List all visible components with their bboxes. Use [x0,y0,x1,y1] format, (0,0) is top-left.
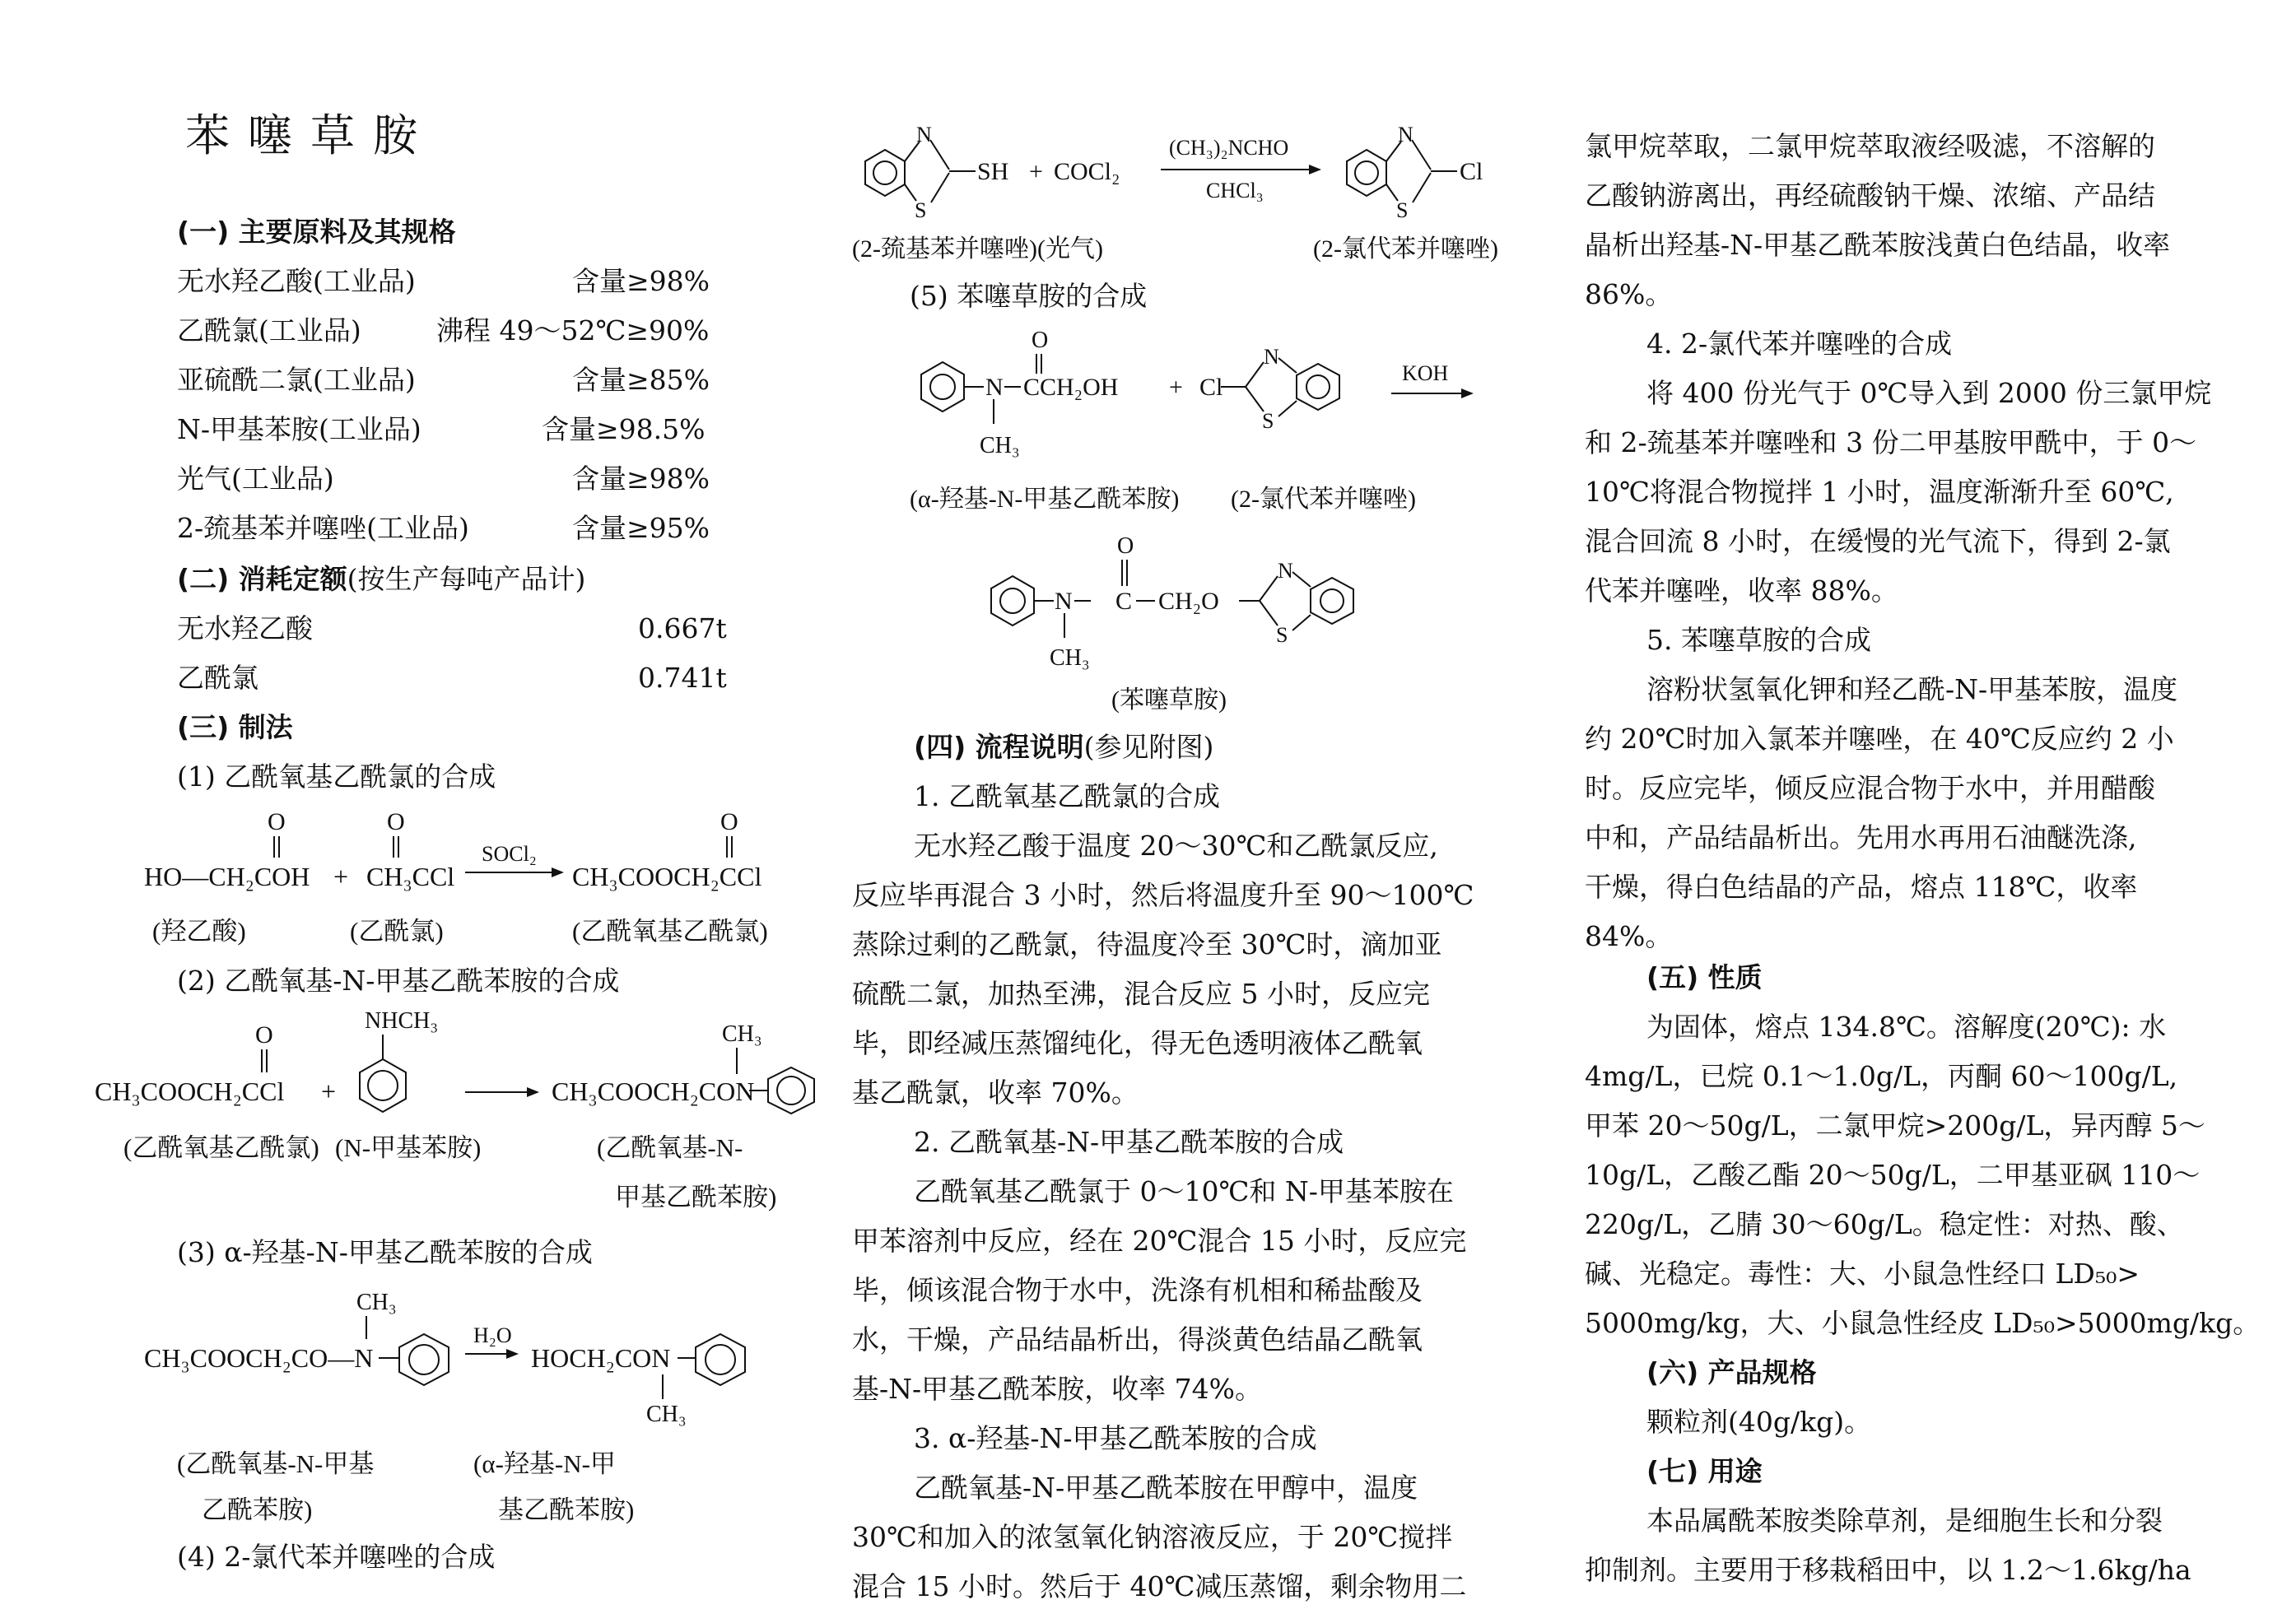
material-name: N-甲基苯胺(工业品) [177,413,421,445]
nitrogen-label: N [1398,123,1413,146]
step-3-heading: (3) α-羟基-N-甲基乙酰苯胺的合成 [177,1236,593,1268]
reagent-h2o: H₂O [473,1323,512,1347]
reagent-socl2: SOCl₂ [482,842,537,866]
chlorine-label: Cl [1460,158,1483,185]
material-spec: 含量≥98.5% [542,413,706,445]
paragraph-line: 无水羟乙酸于温度 20～30℃和乙酰氯反应, [914,830,1438,862]
glycolic-acid-formula: HO—CH₂COH [144,862,310,891]
carbonyl-o-label: O [1117,533,1134,559]
caption: (乙酰氧基乙酰氯) [572,917,768,946]
paragraph-line: 水，干燥，产品结晶析出，得淡黄色结晶乙酰氧 [852,1323,1423,1356]
caption: (苯噻草胺) [1111,686,1227,714]
carbonyl-o-label: O [268,808,286,835]
consumption-value: 0.667t [638,612,727,644]
section-4-heading-row [914,731,1213,764]
caption: (N-甲基苯胺) [335,1133,482,1162]
paragraph-line: 4mg/L，已烷 0.1～1.0g/L，丙酮 60～100g/L, [1585,1060,2178,1092]
paragraph-line: 蒸除过剩的乙酰氯，待温度冷至 30℃时，滴加亚 [852,928,1442,960]
middle-column [852,0,1539,1623]
section-2-heading: (二) 消耗定额 [177,563,347,595]
carbonyl-o-label: O [387,808,405,835]
reagent-dmf: (CH₃)₂NCHO [1169,136,1289,160]
paragraph-line: 代苯并噻唑，收率 88%。 [1585,574,1898,607]
paragraph-line: 5000mg/kg，大、小鼠急性经皮 LD₅₀>5000mg/kg。 [1585,1307,2261,1339]
paragraph-line: 甲苯溶剂中反应，经在 20℃混合 15 小时，反应完 [852,1225,1467,1257]
caption: (乙酰氧基-N- [597,1133,743,1162]
oxymethylene-label: CH₂O [1158,588,1219,615]
methyl-label: CH₃ [980,433,1020,458]
section-2-note: (按生产每吨产品计) [347,563,586,595]
section-4-note: (参见附图) [1083,731,1214,763]
caption: (α-羟基-N-甲 [473,1449,616,1478]
paragraph-line: 碱、光稳定。毒性：大、小鼠急性经口 LD₅₀> [1585,1258,2140,1290]
material-name: 光气(工业品) [177,463,334,495]
sulfur-label: S [1276,623,1288,647]
paragraph-line: 氯甲烷萃取，二氯甲烷萃取液经吸滤，不溶解的 [1585,130,2155,162]
nitrogen-label: N [985,374,1004,401]
plus-sign: + [1169,374,1183,401]
carbonyl-o-label: O [720,808,738,835]
paragraph-line: 4. 2-氯代苯并噻唑的合成 [1646,328,1953,360]
caption: (乙酰氯) [350,917,444,946]
caption: (2-氯代苯并噻唑) [1313,235,1498,263]
material-spec: 含量≥85% [572,364,710,396]
caption: 基乙酰苯胺) [498,1495,635,1524]
material-spec: 含量≥95% [572,512,710,544]
methyl-label: CH₃ [356,1290,397,1315]
material-name: 乙酰氯(工业品) [177,314,361,346]
phosgene-formula: COCl₂ [1054,158,1120,185]
material-spec: 沸程 49～52℃≥90% [436,314,710,346]
section-5-heading: (五) 性质 [1646,961,1763,993]
caption: (乙酰氧基乙酰氯) [123,1133,319,1162]
reaction-5-diagram [852,321,1539,716]
hydroxyacetyl-formula: CCH₂OH [1023,374,1119,401]
nitrogen-label: N [1278,559,1293,583]
paragraph-line: 基-N-甲基乙酰苯胺，收率 74%。 [852,1373,1263,1405]
caption: (α-羟基-N-甲基乙酰苯胺) [910,486,1180,513]
paragraph-line: 本品属酰苯胺类除草剂，是细胞生长和分裂 [1646,1504,2163,1537]
paragraph-line: 84%。 [1585,920,1673,952]
section-2-heading-row [177,563,585,596]
paragraph-line: 3. α-羟基-N-甲基乙酰苯胺的合成 [914,1422,1317,1454]
paragraph-line: 220g/L，乙腈 30～60g/L。稳定性：对热、酸、 [1585,1208,2184,1240]
paragraph-line: 颗粒剂(40g/kg)。 [1646,1406,1872,1438]
methyl-label: CH₃ [722,1021,762,1047]
paragraph-line: 毕，倾该混合物于水中，洗涤有机相和稀盐酸及 [852,1274,1423,1306]
paragraph-line: 86%。 [1585,278,1673,310]
paragraph-line: 溶粉状氢氧化钾和羟乙酰-N-甲基苯胺，温度 [1646,673,2178,705]
left-column [95,0,827,1623]
page-title: 苯噻草胺 [185,109,435,161]
acyl-chloride-formula: CH₃COOCH₂CCl [95,1077,285,1106]
nhch3-label: NHCH₃ [365,1008,439,1034]
section-3-heading: (三) 制法 [177,711,293,743]
caption: 乙酰苯胺) [202,1495,313,1524]
paragraph-line: 5. 苯噻草胺的合成 [1646,624,1871,656]
caption: (2-巯基苯并噻唑)(光气) [852,235,1103,263]
paragraph-line: 中和，产品结晶析出。先用水再用石油醚洗涤, [1585,821,2137,853]
material-name: 亚硫酰二氯(工业品) [177,364,416,396]
paragraph-line: 基乙酰氯，收率 70%。 [852,1077,1139,1109]
sulfur-label: S [915,198,927,222]
reactant-formula: CH₃COOCH₂CO—N [144,1343,374,1373]
right-column [1585,0,2260,1623]
section-4-heading: (四) 流程说明 [914,731,1084,763]
paragraph-line: 和 2-巯基苯并噻唑和 3 份二甲基胺甲酰中，于 0～ [1585,426,2197,458]
sulfur-label: S [1396,198,1409,222]
step-4-heading: (4) 2-氯代苯并噻唑的合成 [177,1541,496,1573]
carbonyl-o-label: O [255,1021,273,1049]
paragraph-line: 混合回流 8 小时，在缓慢的光气流下，得到 2-氯 [1585,525,2171,557]
product-formula: CH₃COOCH₂CON [552,1077,755,1106]
reagent-chcl3: CHCl₃ [1206,179,1264,202]
nitrogen-label: N [916,123,932,146]
plus-sign: + [333,862,349,891]
paragraph-line: 2. 乙酰氧基-N-甲基乙酰苯胺的合成 [914,1126,1344,1158]
plus-sign: + [1029,158,1043,185]
consumption-name: 无水羟乙酸 [177,612,313,644]
paragraph-line: 为固体，熔点 134.8℃。溶解度(20℃): 水 [1646,1011,2167,1043]
paragraph-line: 乙酰氧基-N-甲基乙酰苯胺在甲醇中，温度 [914,1472,1418,1504]
nitrogen-label: N [1055,588,1073,615]
material-name: 无水羟乙酸(工业品) [177,265,416,297]
consumption-value: 0.741t [638,662,727,694]
paragraph-line: 抑制剂。主要用于移栽稻田中，以 1.2～1.6kg/ha [1585,1554,2191,1586]
reaction-4-diagram [852,115,1539,280]
methyl-label: CH₃ [646,1402,687,1427]
nitrogen-label: N [1264,345,1279,369]
paragraph-line: 甲苯 20～50g/L，二氯甲烷>200g/L，异丙醇 5～ [1585,1109,2205,1142]
paragraph-line: 10g/L，乙酸乙酯 20～50g/L，二甲基亚砜 110～ [1585,1159,2201,1191]
caption: 甲基乙酰苯胺) [615,1183,777,1211]
section-7-heading: (七) 用途 [1646,1455,1763,1487]
caption: (乙酰氧基-N-甲基 [177,1449,375,1478]
reaction-3-diagram [144,1280,836,1527]
consumption-name: 乙酰氯 [177,662,258,694]
paragraph-line: 晶析出羟基-N-甲基乙酰苯胺浅黄白色结晶，收率 [1585,229,2171,261]
caption: (羟乙酸) [152,917,246,946]
reaction-1-diagram [144,807,827,955]
paragraph-line: 1. 乙酰氧基乙酰氯的合成 [914,780,1220,812]
sulfur-label: S [1262,409,1274,433]
paragraph-line: 10℃将混合物搅拌 1 小时，温度渐渐升至 60℃, [1585,476,2174,508]
methyl-label: CH₃ [1050,645,1090,671]
material-spec: 含量≥98% [572,463,710,495]
plus-sign: + [321,1077,337,1106]
step-1-heading: (1) 乙酰氧基乙酰氯的合成 [177,760,496,793]
product-formula: CH₃COOCH₂CCl [572,862,762,891]
paragraph-line: 硫酰二氯，加热至沸，混合反应 5 小时，反应完 [852,978,1430,1010]
paragraph-line: 反应毕再混合 3 小时，然后将温度升至 90～100℃ [852,879,1474,911]
paragraph-line: 30℃和加入的浓氢氧化钠溶液反应，于 20℃搅拌 [852,1521,1453,1553]
paragraph-line: 混合 15 小时。然后于 40℃减压蒸馏，剩余物用二 [852,1570,1467,1602]
material-name: 2-巯基苯并噻唑(工业品) [177,512,469,544]
paragraph-line: 乙酰氧基乙酰氯于 0～10℃和 N-甲基苯胺在 [914,1175,1454,1207]
reaction-2-diagram [95,1008,836,1230]
paragraph-line: 乙酸钠游离出，再经硫酸钠干燥、浓缩、产品结 [1585,179,2155,212]
caption: (2-氯代苯并噻唑) [1231,486,1416,513]
material-spec: 含量≥98% [572,265,710,297]
paragraph-line: 约 20℃时加入氯苯并噻唑，在 40℃反应约 2 小 [1585,723,2174,755]
paragraph-line: 干燥，得白色结晶的产品，熔点 118℃，收率 [1585,871,2138,903]
product-formula: HOCH₂CON [531,1343,671,1373]
thiol-label: SH [977,158,1009,185]
acetyl-chloride-formula: CH₃CCl [366,862,455,891]
paragraph-line: 毕，即经减压蒸馏纯化，得无色透明液体乙酰氧 [852,1027,1423,1059]
carbonyl-c-label: C [1115,588,1133,615]
section-6-heading: (六) 产品规格 [1646,1356,1817,1388]
chlorine-label: Cl [1199,374,1223,401]
paragraph-line: 将 400 份光气于 0℃导入到 2000 份三氯甲烷 [1646,377,2212,409]
reagent-koh: KOH [1402,361,1449,385]
paragraph-line: 时。反应完毕，倾反应混合物于水中，并用醋酸 [1585,772,2155,804]
step-5-heading: (5) 苯噻草胺的合成 [910,280,1148,312]
step-2-heading: (2) 乙酰氧基-N-甲基乙酰苯胺的合成 [177,965,620,997]
carbonyl-o-label: O [1032,328,1049,353]
section-1-heading: (一) 主要原料及其规格 [177,216,456,248]
